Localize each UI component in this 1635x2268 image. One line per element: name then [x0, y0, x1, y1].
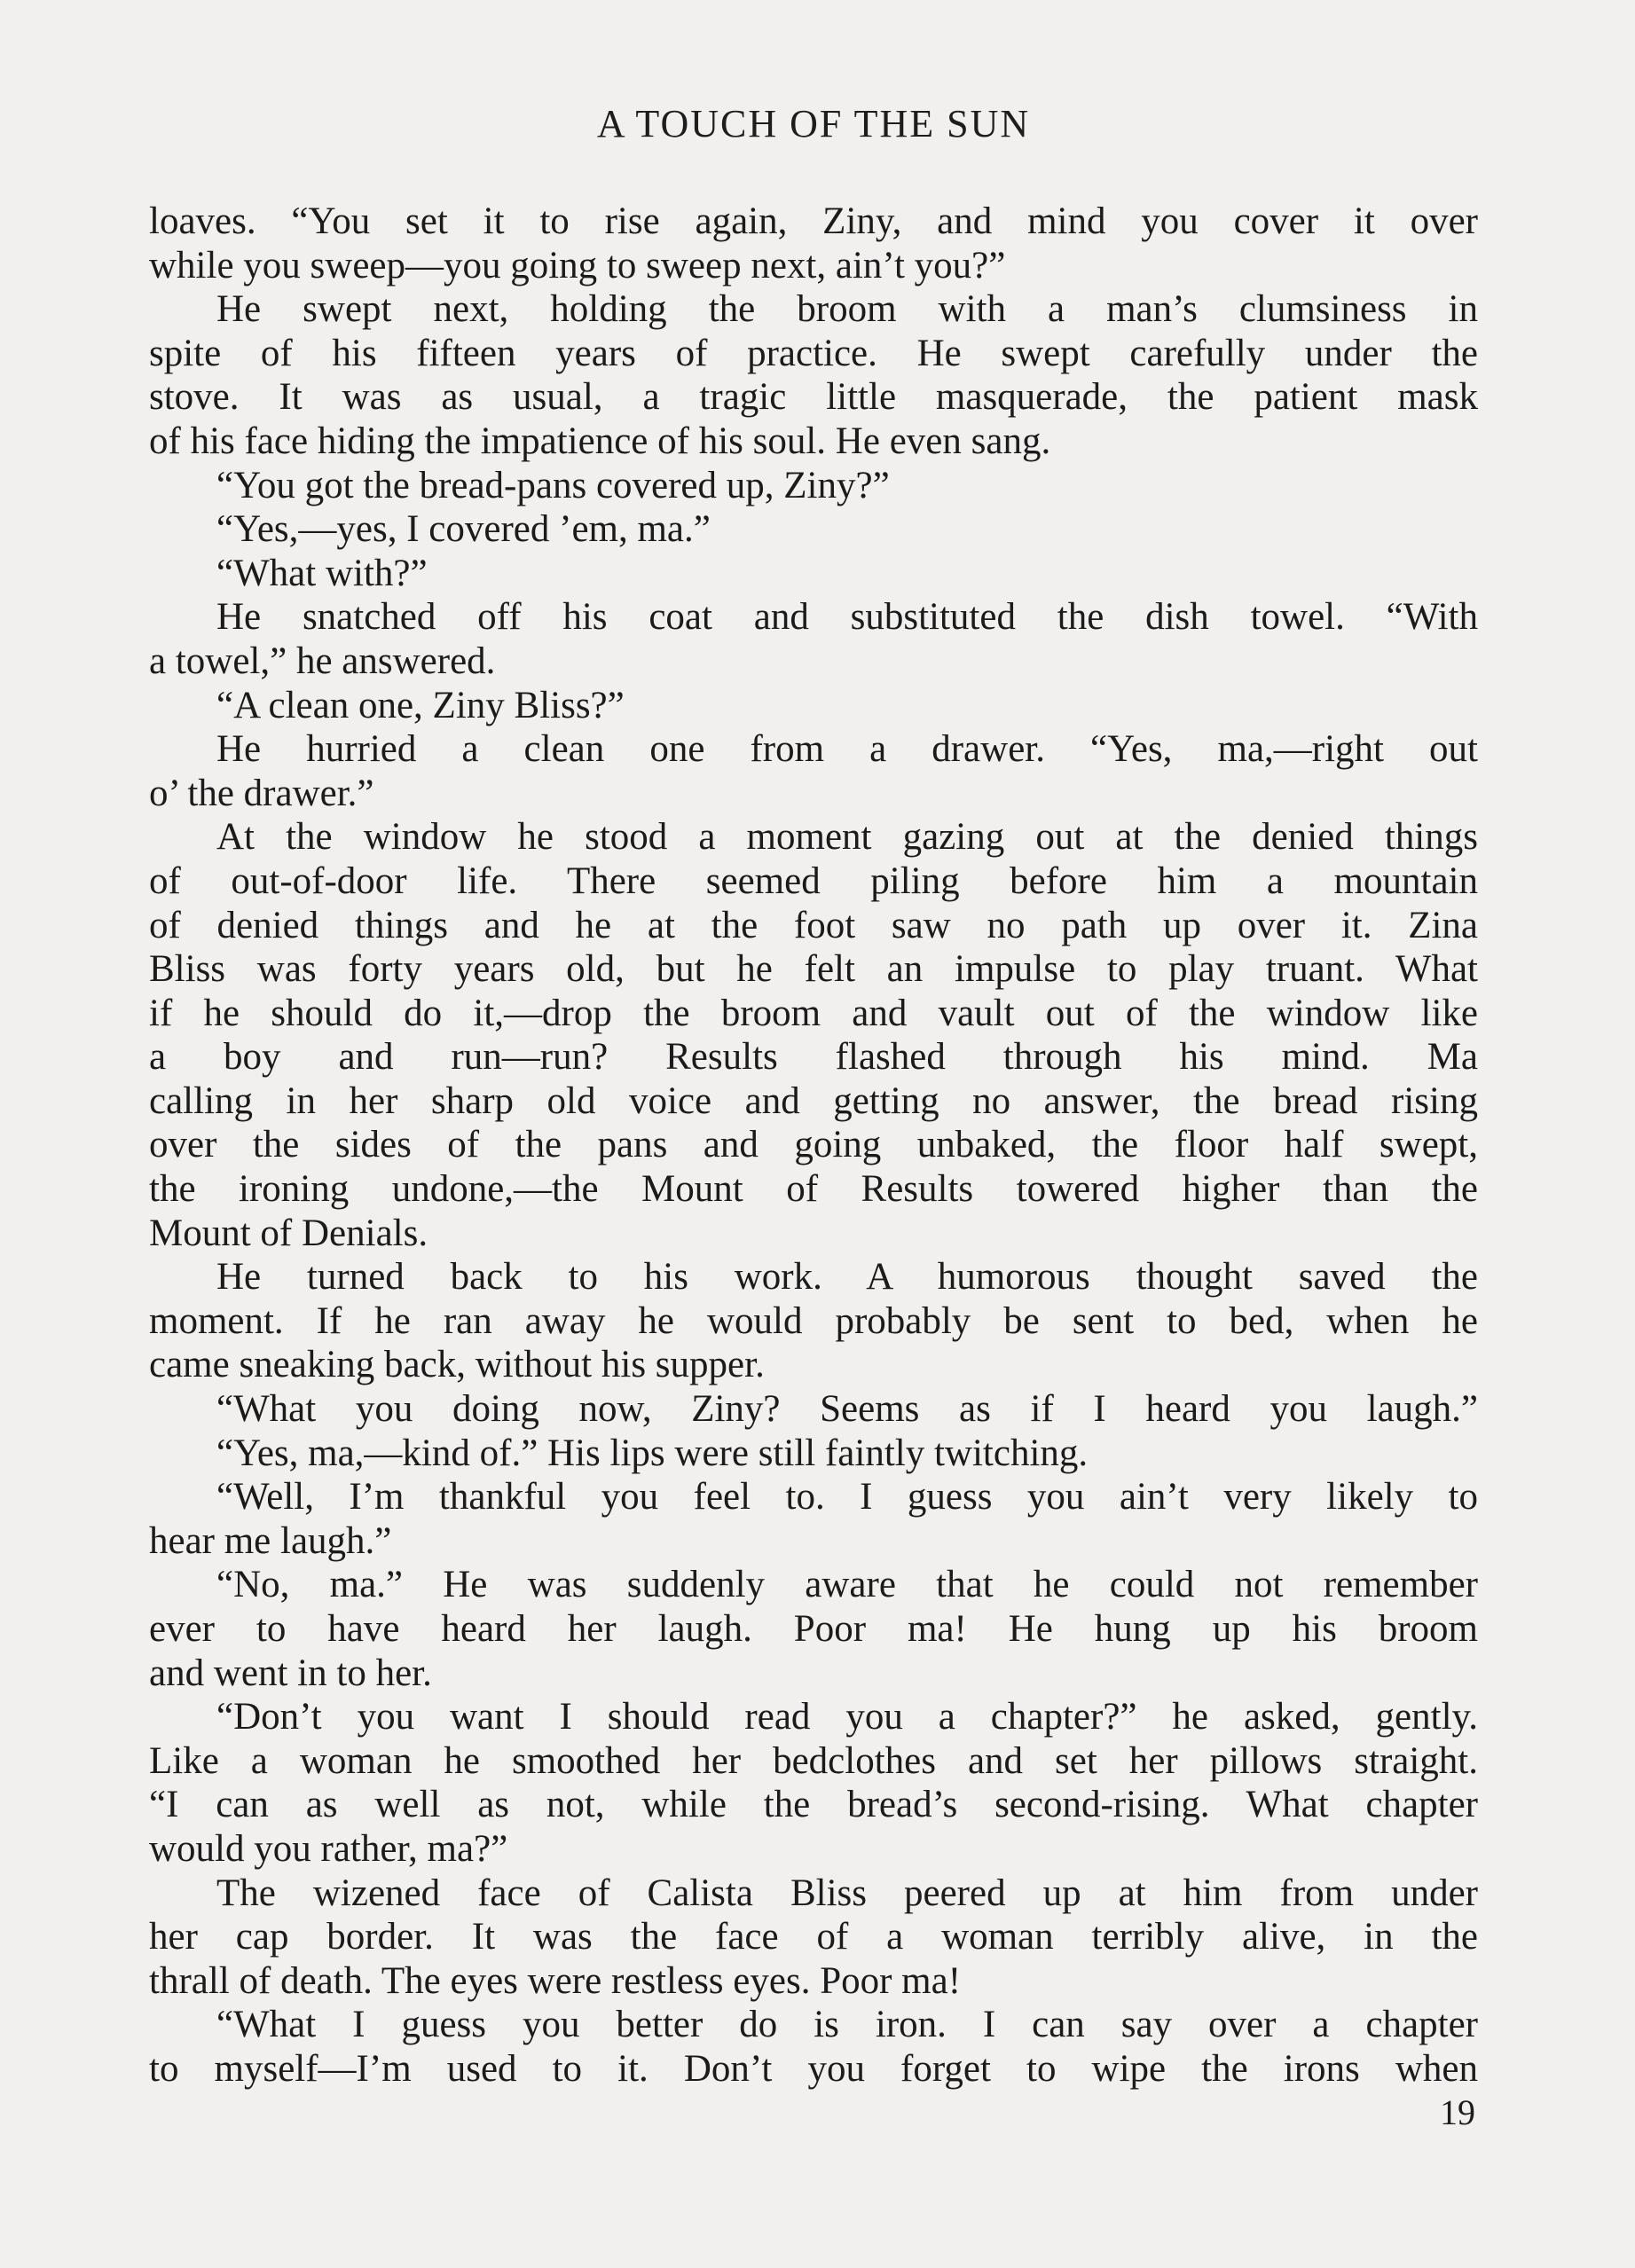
- text-line: a towel,” he answered.: [149, 640, 496, 682]
- text-line: of denied things and he at the foot saw no path up over it. Zina: [149, 904, 1478, 946]
- text-line: came sneaking back, without his supper.: [149, 1344, 765, 1386]
- text-line: of out-of-door life. There seemed piling before him a mountain: [149, 859, 1478, 902]
- body-text: [149, 200, 1478, 2091]
- text-line: “You got the bread-pans covered up, Ziny?”: [216, 464, 890, 506]
- text-line: calling in her sharp old voice and getting no answer, the bread rising: [149, 1079, 1478, 1122]
- text-line: Like a woman he smoothed her bedclothes and set her pillows straight.: [149, 1739, 1478, 1782]
- text-line: the ironing undone,—the Mount of Results towered higher than the: [149, 1168, 1478, 1211]
- text-line: would you rather, ma?”: [149, 1827, 508, 1870]
- text-line: “What with?”: [216, 552, 428, 594]
- text-line: her cap border. It was the face of a woman terribly alive, in the: [149, 1916, 1478, 1958]
- text-line: He snatched off his coat and substituted the dish towel. “With: [216, 596, 1478, 639]
- text-line: to myself—I’m used to it. Don’t you forget to wipe the irons when: [149, 2047, 1478, 2090]
- text-line: spite of his fifteen years of practice. He swept carefully under the: [149, 332, 1478, 374]
- text-line: He swept next, holding the broom with a man’s clumsiness in: [216, 288, 1478, 331]
- text-line: o’ the drawer.”: [149, 772, 374, 814]
- text-line: stove. It was as usual, a tragic little masquerade, the patient mask: [149, 376, 1478, 419]
- text-line: “I can as well as not, while the bread’s second-rising. What chapter: [149, 1784, 1478, 1826]
- text-line: The wizened face of Calista Bliss peered up at him from under: [216, 1872, 1478, 1914]
- text-line: of his face hiding the impatience of his soul. He even sang.: [149, 420, 1051, 462]
- text-line: hear me laugh.”: [149, 1519, 392, 1562]
- running-head: A TOUCH OF THE SUN: [596, 102, 1031, 145]
- text-line: “Well, I’m thankful you feel to. I guess you ain’t very likely to: [216, 1476, 1478, 1519]
- text-line: “No, ma.” He was suddenly aware that he could not remember: [216, 1564, 1478, 1606]
- text-line: Bliss was forty years old, but he felt an impulse to play truant. What: [149, 948, 1478, 991]
- text-line: Mount of Denials.: [149, 1212, 428, 1254]
- text-line: if he should do it,—drop the broom and vault out of the window like: [149, 992, 1478, 1034]
- text-line: “Don’t you want I should read you a chapter?” he asked, gently.: [216, 1696, 1478, 1738]
- text-line: At the window he stood a moment gazing out at the denied things: [216, 816, 1478, 859]
- text-line: He hurried a clean one from a drawer. “Yes, ma,—right out: [216, 728, 1478, 771]
- text-line: over the sides of the pans and going unbaked, the floor half swept,: [149, 1124, 1478, 1166]
- text-line: moment. If he ran away he would probably be sent to bed, when he: [149, 1299, 1478, 1342]
- text-line: a boy and run—run? Results flashed through his mind. Ma: [149, 1036, 1478, 1079]
- text-line: “Yes,—yes, I covered ’em, ma.”: [216, 508, 711, 551]
- text-line: loaves. “You set it to rise again, Ziny, and mind you cover it over: [149, 200, 1478, 242]
- text-line: ever to have heard her laugh. Poor ma! He hung up his broom: [149, 1608, 1478, 1650]
- text-line: and went in to her.: [149, 1652, 432, 1694]
- text-line: He turned back to his work. A humorous thought saved the: [216, 1256, 1478, 1299]
- text-line: “Yes, ma,—kind of.” His lips were still faintly twitching.: [216, 1432, 1089, 1474]
- text-line: while you sweep—you going to sweep next, ain’t you?”: [149, 244, 1006, 286]
- text-line: “What I guess you better do is iron. I can say over a chapter: [216, 2004, 1478, 2046]
- text-line: “What you doing now, Ziny? Seems as if I heard you laugh.”: [216, 1388, 1478, 1431]
- text-line: “A clean one, Ziny Bliss?”: [216, 684, 625, 726]
- text-line: thrall of death. The eyes were restless eyes. Poor ma!: [149, 1959, 962, 2002]
- page-number: 19: [1440, 2092, 1475, 2132]
